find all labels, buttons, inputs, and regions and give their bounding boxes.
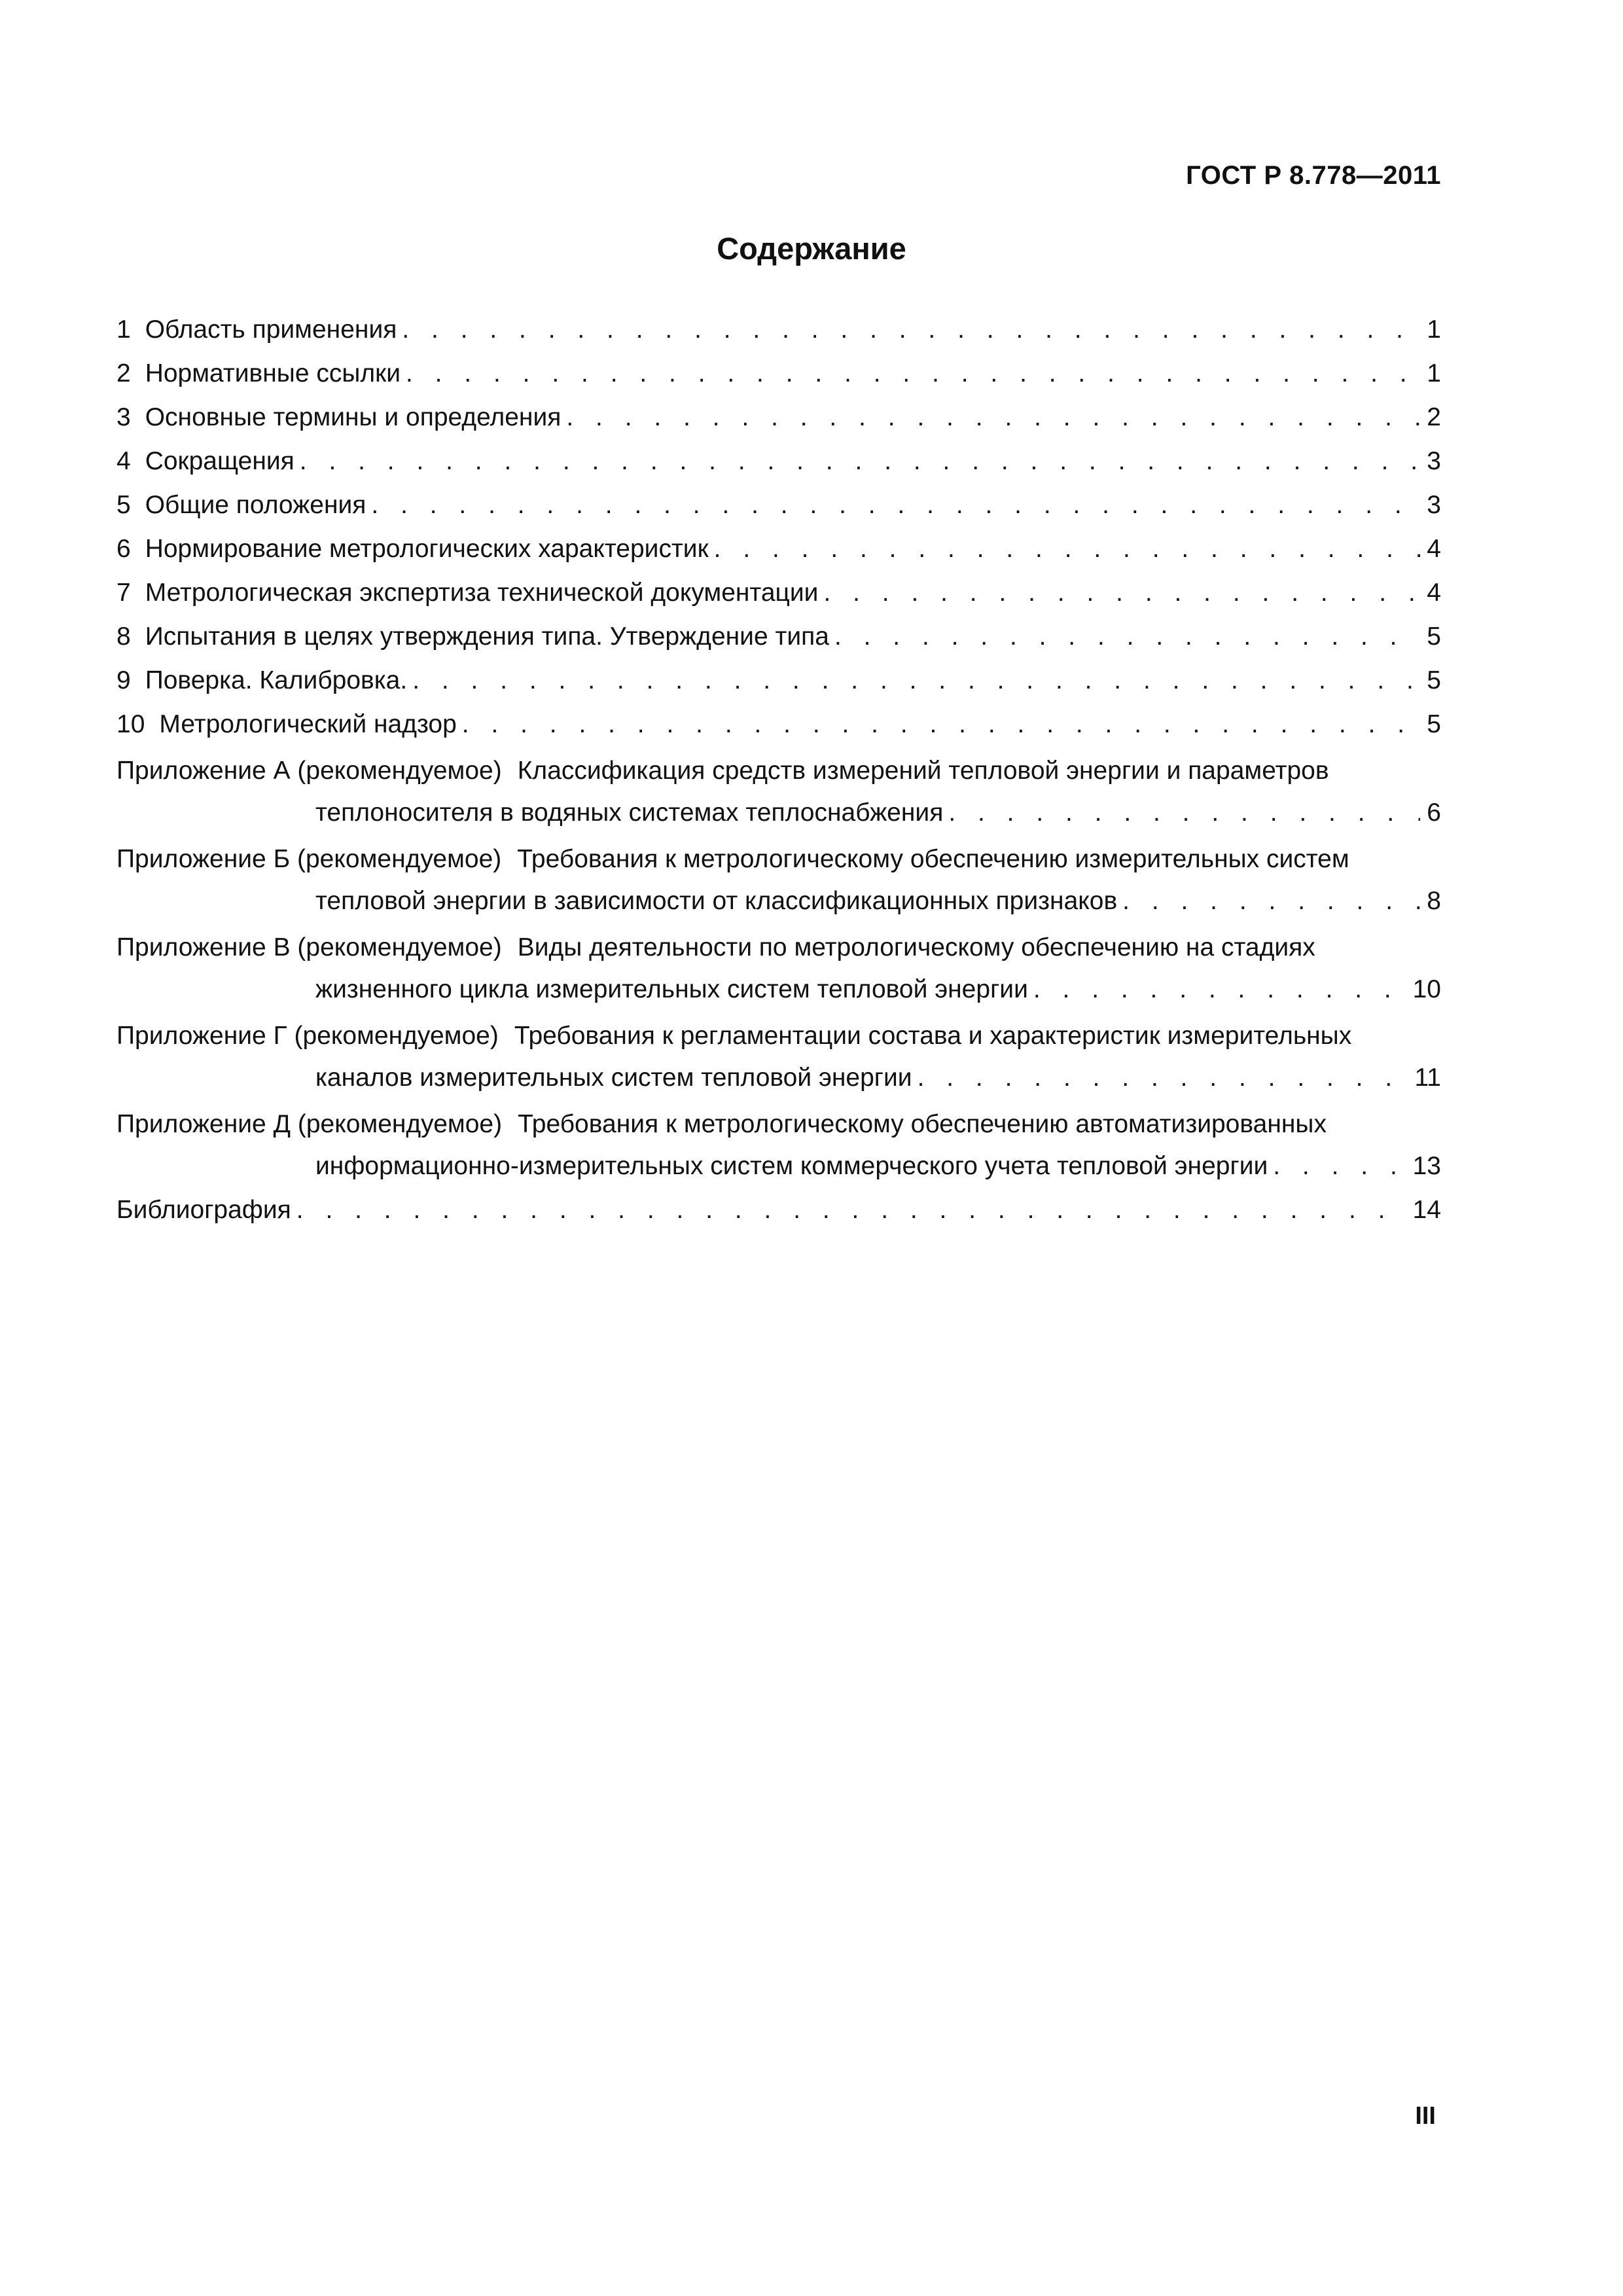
page-number: III (1415, 2102, 1436, 2130)
toc-entry-page: 5 (1427, 622, 1441, 651)
table-of-contents (116, 308, 1441, 1232)
annex-label: Приложение Г (рекомендуемое) (116, 1022, 499, 1050)
annex-label: Приложение Б (рекомендуемое) (116, 845, 502, 873)
toc-entry[interactable] (116, 615, 1441, 658)
toc-entry-title: Нормирование метрологических характеристик (145, 535, 709, 563)
toc-entry-page: 4 (1427, 579, 1441, 607)
toc-entry-title: Сокращения (145, 447, 294, 475)
dot-leader (834, 615, 1420, 658)
toc-entry-page: 4 (1427, 535, 1441, 563)
annex-title-continued: каналов измерительных систем тепловой энергии (315, 1064, 912, 1092)
annex-second-line (116, 967, 1441, 1011)
toc-entry-page: 10 (1412, 975, 1441, 1003)
annex-second-line (116, 879, 1441, 923)
toc-annex-entry[interactable] (116, 751, 1441, 834)
annex-title: Требования к регламентации состава и характеристик измерительных (514, 1022, 1352, 1050)
toc-entry[interactable] (116, 395, 1441, 439)
toc-entry-page: 5 (1427, 710, 1441, 738)
toc-entry-number: 10 (116, 710, 145, 738)
annex-title: Требования к метрологическому обеспечению измерительных систем (517, 845, 1349, 873)
toc-entry[interactable] (116, 702, 1441, 746)
annex-label: Приложение А (рекомендуемое) (116, 757, 502, 785)
toc-entry-title: Нормативные ссылки (145, 359, 401, 387)
annex-first-line (116, 840, 1441, 879)
toc-entry-bibliography[interactable] (116, 1188, 1441, 1232)
toc-entry-page: 8 (1427, 887, 1441, 915)
dot-leader (406, 351, 1420, 395)
annex-label: Приложение В (рекомендуемое) (116, 933, 502, 961)
dot-leader (823, 571, 1420, 615)
annex-label: Приложение Д (рекомендуемое) (116, 1110, 503, 1138)
toc-entry-page: 2 (1427, 403, 1441, 431)
toc-entry[interactable] (116, 571, 1441, 615)
toc-entry[interactable] (116, 439, 1441, 483)
toc-entry-page: 5 (1427, 666, 1441, 694)
toc-entry-title: Общие положения (145, 491, 366, 519)
toc-entry-number: 6 (116, 535, 131, 563)
toc-entry-number: 8 (116, 622, 131, 651)
dot-leader (1122, 879, 1420, 923)
toc-entry-number: 7 (116, 579, 131, 607)
toc-entry-page: 1 (1427, 359, 1441, 387)
annex-second-line (116, 791, 1441, 834)
annex-first-line (116, 1105, 1441, 1144)
toc-entry-number: 5 (116, 491, 131, 519)
toc-entry-page: 14 (1412, 1196, 1441, 1224)
toc-entry-title: Поверка. Калибровка. (145, 666, 408, 694)
toc-entry-title: Метрологическая экспертиза технической документации (145, 579, 819, 607)
dot-leader (296, 1188, 1406, 1232)
toc-entry-number: 3 (116, 403, 131, 431)
dot-leader (300, 439, 1421, 483)
toc-entry[interactable] (116, 308, 1441, 351)
toc-entry-title: Библиография (116, 1196, 291, 1224)
toc-entry-title: Испытания в целях утверждения типа. Утверждение типа (145, 622, 829, 651)
toc-entry-page: 6 (1427, 798, 1441, 827)
annex-title: Требования к метрологическому обеспечению автоматизированных (518, 1110, 1327, 1138)
toc-entry-page: 1 (1427, 315, 1441, 344)
toc-entry[interactable] (116, 658, 1441, 702)
annex-second-line (116, 1144, 1441, 1188)
toc-entry-title: Область применения (145, 315, 397, 344)
toc-entry-page: 11 (1414, 1064, 1441, 1092)
toc-annex-entry[interactable] (116, 1105, 1441, 1188)
dot-leader (948, 791, 1420, 834)
annex-first-line (116, 928, 1441, 967)
annex-title: Классификация средств измерений тепловой энергии и параметров (517, 757, 1329, 785)
toc-entry-number: 4 (116, 447, 131, 475)
annex-first-line (116, 751, 1441, 791)
dot-leader (714, 527, 1421, 571)
annex-title-continued: информационно-измерительных систем коммерческого учета тепловой энергии (315, 1152, 1268, 1180)
dot-leader (1273, 1144, 1406, 1188)
toc-entry-page: 3 (1427, 447, 1441, 475)
toc-entry[interactable] (116, 483, 1441, 527)
toc-entry[interactable] (116, 351, 1441, 395)
toc-entry-number: 1 (116, 315, 131, 344)
annex-title-continued: тепловой энергии в зависимости от классификационных признаков (315, 887, 1118, 915)
annex-title: Виды деятельности по метрологическому обеспечению на стадиях (517, 933, 1315, 961)
toc-annex-entry[interactable] (116, 1016, 1441, 1100)
dot-leader (402, 308, 1420, 351)
dot-leader (566, 395, 1420, 439)
toc-annex-entry[interactable] (116, 840, 1441, 923)
dot-leader (918, 1056, 1408, 1100)
annex-title-continued: теплоносителя в водяных системах теплоснабжения (315, 798, 944, 827)
toc-entry-number: 9 (116, 666, 131, 694)
toc-entry-title: Основные термины и определения (145, 403, 562, 431)
toc-entry-number: 2 (116, 359, 131, 387)
toc-entry-page: 13 (1412, 1152, 1441, 1180)
toc-annex-entry[interactable] (116, 928, 1441, 1011)
annex-title-continued: жизненного цикла измерительных систем тепловой энергии (315, 975, 1028, 1003)
page-title: Содержание (717, 231, 906, 266)
toc-entry[interactable] (116, 527, 1441, 571)
dot-leader (1033, 967, 1406, 1011)
dot-leader (462, 702, 1421, 746)
annex-first-line (116, 1016, 1441, 1056)
annex-second-line (116, 1056, 1441, 1100)
toc-entry-title: Метрологический надзор (159, 710, 457, 738)
document-id: ГОСТ Р 8.778—2011 (1186, 161, 1441, 190)
dot-leader (371, 483, 1420, 527)
dot-leader (412, 658, 1420, 702)
toc-entry-page: 3 (1427, 491, 1441, 519)
